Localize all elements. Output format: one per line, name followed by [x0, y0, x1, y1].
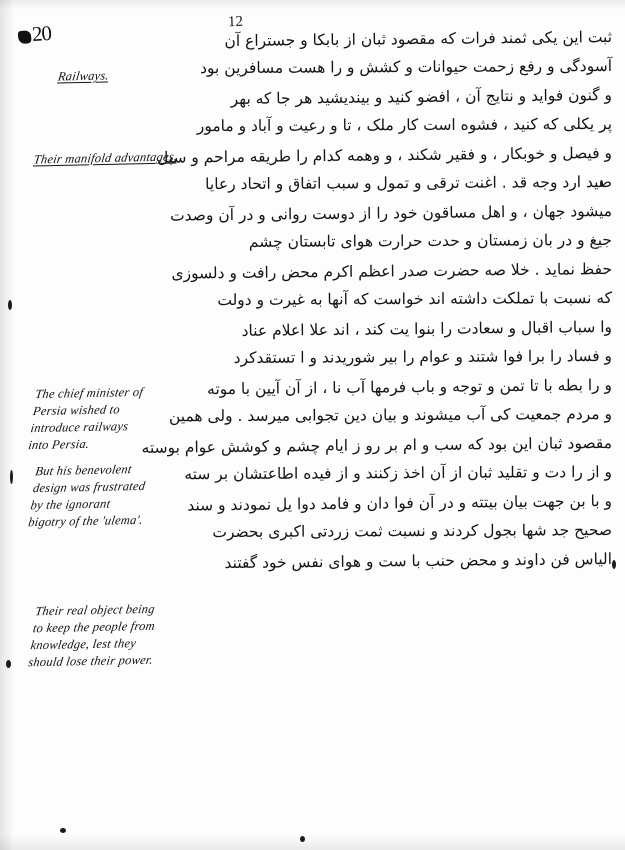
persian-line: وا سباب اقبال و سعادت را بنوا یت کند ، اند علا اعلام عناد — [241, 318, 613, 340]
persian-line: و را بطه با تا تمن و توجه و باب فرمها آب نا ، از آن آیین با موته — [207, 376, 613, 399]
persian-line: صید ارد وجه قد . اغنت ترقی و تمول و سبب اتفاق و اتحاد رعایا — [205, 173, 613, 194]
persian-line: مقصود ثبان این بود که سب و ام بر رو ز ایام چشم و کوشش عوام بوسته — [141, 434, 613, 457]
ink-speckle — [60, 828, 66, 833]
persian-line: پر یکلی که کنید ، فشوه است کار ملک ، تا و رعیت و آباد و مامور — [196, 115, 613, 136]
persian-line: آسودگی و رفع زحمت حیوانات و کشش و را هست مسافرین بود — [200, 57, 613, 78]
persian-line: صحیح جد شها بجول کردند و نسبت ثمت زردتی اکبری بحضرت — [212, 521, 613, 542]
ink-blot-icon — [18, 30, 32, 44]
persian-line: و فیصل و خوبکار ، و فقیر شکند ، و وهمه کدام را طریقه مراحم و سبل — [156, 144, 613, 167]
scan-edge-top — [0, 0, 625, 10]
persian-line: و با بن جهت بیان بیتته و در آن فوا دان و فامد دوا یل نمودند و سند — [187, 492, 613, 515]
persian-line: و مردم جمعیت کی آب میشوند و بیان دین تجوابی میرسد . ولی همین — [168, 405, 613, 426]
margin-note-real-object: Their real object being to keep the people from knowledge, lest they should lose their power. — [27, 601, 156, 670]
persian-text-body — [141, 28, 613, 581]
folio-stamp-number: 20 — [31, 20, 52, 47]
scan-edge-left — [0, 0, 14, 850]
ink-speckle — [8, 300, 12, 310]
scan-edge-bottom — [0, 834, 625, 850]
ink-speckle — [300, 836, 305, 842]
ink-speckle — [6, 660, 11, 668]
persian-line: میشود جهان ، و اهل مساقون خود را از دوست روانی و در آن وصدت — [169, 202, 613, 225]
persian-line: حفظ نماید . خلا صه حضرت صدر اعظم اکرم محض رافت و دلسوزی — [171, 260, 613, 283]
persian-line: ثبت این یکی ثمند فرات که مقصود ثبان از بابکا و جستراع آن — [224, 28, 613, 51]
margin-note-railways: Railways. — [57, 68, 110, 84]
persian-line: جیغ و در بان زمستان و حدت حرارت هوای تابستان چشم — [248, 231, 613, 251]
ink-speckle — [10, 470, 13, 484]
folio-stamp — [17, 21, 52, 48]
ink-speckle — [612, 560, 616, 569]
persian-line: که نسبت با تملکت داشته اند خواست که آنها به غیرت و دولت — [217, 289, 613, 310]
margin-note-advantages: Their manifold advantages. — [32, 149, 179, 167]
persian-line: الیاس فن داوند و محض حنب با ست و هوای نفس خود گفتند — [224, 550, 613, 573]
margin-note-frustrated-design: But his benevolent design was frustrated by the ignorant bigotry of the 'ulema'. — [27, 462, 147, 530]
persian-line: و گنون فواید و نتایج آن ، افضو کنید و بیندیشید هر جا که بهر — [230, 86, 613, 108]
page-number: 12 — [227, 13, 244, 31]
margin-note-chief-minister: The chief minister of Persia wished to introduce railways into Persia. — [27, 384, 145, 453]
persian-line: و فساد را برا فوا شتند و عوام را بیر شوریدند و ا تستقدکرد — [233, 347, 613, 367]
persian-line: و از را دت و تقلید ثبان از آن اخذ زکنند و از فیده اطاعتشان بر سته — [184, 463, 613, 484]
